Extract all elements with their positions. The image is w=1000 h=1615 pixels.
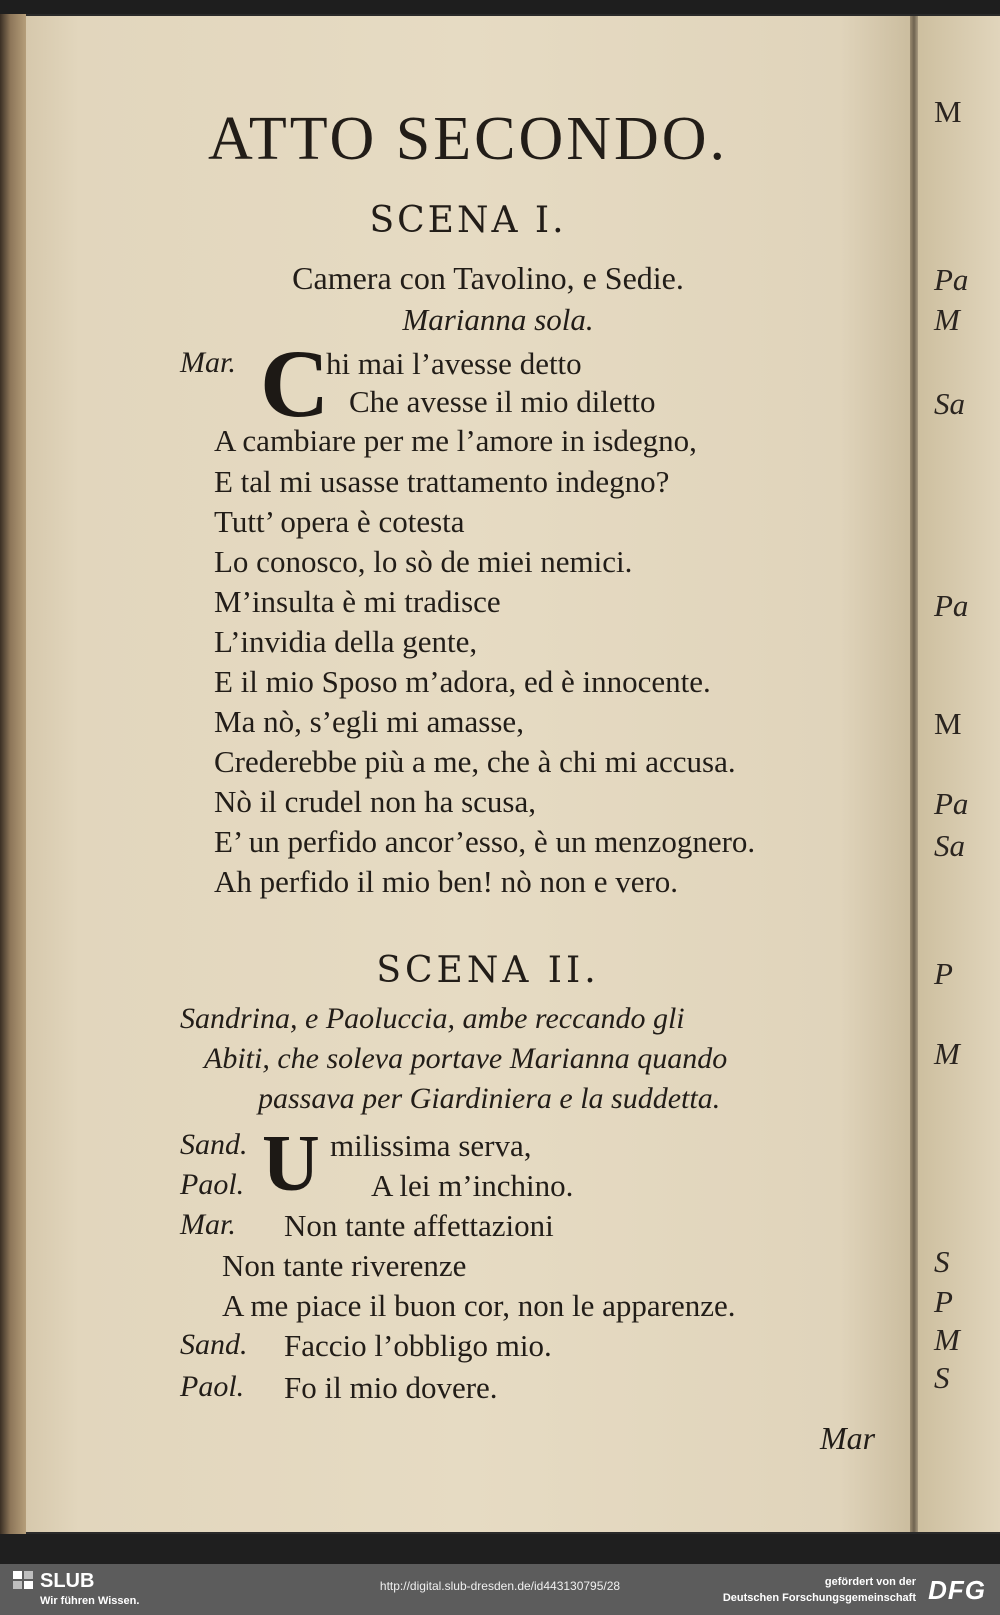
- next-page-fragment: P: [934, 956, 953, 991]
- book-page: [26, 16, 910, 1532]
- stage-direction: Sandrina, e Paoluccia, ambe reccando gli: [180, 1002, 685, 1035]
- verse-line: E tal mi usasse trattamento indegno?: [214, 464, 670, 499]
- next-page-fragment: M: [934, 302, 960, 337]
- next-page-fragment: S: [934, 1244, 950, 1279]
- slub-logo-text: SLUB: [40, 1570, 95, 1592]
- verse-line: E’ un perfido ancor’esso, è un menzognero.: [214, 824, 756, 859]
- verse-line: Crederebbe più a me, che à chi mi accusa.: [214, 744, 736, 779]
- speaker-label: Sand.: [180, 1328, 248, 1361]
- viewer-footer: [0, 1564, 1000, 1615]
- next-page-fragment: M: [934, 94, 962, 129]
- verse-line: M’insulta è mi tradisce: [214, 584, 501, 619]
- speaker-label: Paol.: [180, 1168, 245, 1201]
- next-page-fragment: Pa: [934, 262, 969, 297]
- next-page-fragment: M: [934, 1322, 960, 1357]
- stage-direction: passava per Giardiniera e la suddetta.: [258, 1082, 721, 1115]
- next-page-fragment: P: [934, 1284, 953, 1319]
- next-page-fragment: Pa: [934, 588, 969, 623]
- dialogue-line: Non tante affettazioni: [284, 1208, 554, 1243]
- dfg-logo[interactable]: DFG: [928, 1575, 986, 1605]
- verse-line: L’invidia della gente,: [214, 624, 478, 659]
- funding-line: gefördert von der: [824, 1576, 916, 1588]
- next-page-fragment: S: [934, 1360, 950, 1395]
- scene-2-title: SCENA II.: [376, 950, 600, 991]
- catchword: Mar: [820, 1420, 876, 1456]
- verse-line: Che avesse il mio diletto: [349, 384, 656, 419]
- next-page-fragment: Sa: [934, 386, 965, 421]
- verse-line: Ah perfido il mio ben! nò non e vero.: [214, 864, 679, 899]
- verse-line: Ma nò, s’egli mi amasse,: [214, 704, 524, 739]
- dialogue-line: Faccio l’obbligo mio.: [284, 1328, 552, 1363]
- verse-line: Lo conosco, lo sò de miei nemici.: [214, 544, 633, 579]
- scan-border-bottom: [0, 1534, 1000, 1564]
- scene-1-setting: Camera con Tavolino, e Sedie.: [292, 260, 684, 296]
- funding-credit: [723, 1574, 916, 1606]
- dialogue-line: milissima serva,: [330, 1128, 532, 1163]
- next-page-edge: [918, 16, 1000, 1532]
- next-page-fragment: Pa: [934, 786, 969, 821]
- page-gutter: [910, 16, 918, 1532]
- verse-line: E il mio Sposo m’adora, ed è innocente.: [214, 664, 711, 699]
- speaker-label: Mar.: [180, 346, 236, 379]
- verse-line: Tutt’ opera è cotesta: [214, 504, 465, 539]
- next-page-fragment: M: [934, 706, 962, 741]
- act-title: ATTO SECONDO.: [207, 105, 729, 173]
- scene-1-title: SCENA I.: [369, 200, 567, 241]
- funding-line: Deutschen Forschungsgemeinschaft: [722, 1592, 916, 1604]
- verse-line: hi mai l’avesse detto: [326, 346, 582, 381]
- speaker-label: Mar.: [180, 1208, 236, 1241]
- drop-cap: C: [260, 330, 330, 437]
- drop-cap: U: [262, 1120, 320, 1208]
- verse-line: A cambiare per me l’amore in isdegno,: [214, 423, 697, 458]
- dialogue-line: A lei m’inchino.: [371, 1168, 574, 1203]
- next-page-fragment: Sa: [934, 828, 965, 863]
- dialogue-line: Non tante riverenze: [222, 1248, 467, 1283]
- speaker-label: Sand.: [180, 1128, 248, 1161]
- verse-line: Nò il crudel non ha scusa,: [214, 784, 536, 819]
- dialogue-line: A me piace il buon cor, non le apparenze.: [222, 1288, 736, 1323]
- stage-direction: Abiti, che soleva portave Marianna quando: [204, 1042, 728, 1075]
- next-page-fragment: M: [934, 1036, 960, 1071]
- scene-1-characters: Marianna sola.: [402, 302, 594, 337]
- speaker-label: Paol.: [180, 1370, 245, 1403]
- scan-border-top: [0, 0, 1000, 14]
- dialogue-line: Fo il mio dovere.: [284, 1370, 498, 1405]
- slub-tagline: Wir führen Wissen.: [40, 1595, 140, 1607]
- book-edge: [0, 14, 26, 1534]
- permalink-url[interactable]: http://digital.slub-dresden.de/id443130795/28: [379, 1579, 621, 1593]
